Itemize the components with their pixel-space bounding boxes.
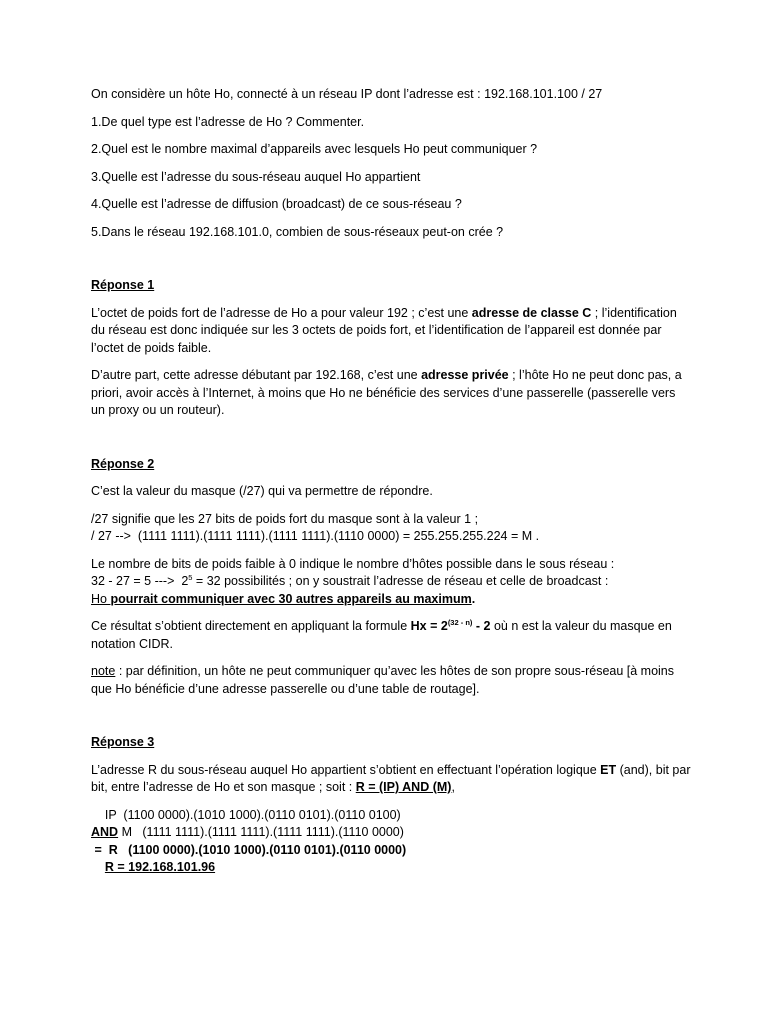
ip-binary-line: IP (1100 0000).(1010 1000).(0110 0101).(0110 0100) xyxy=(91,807,401,822)
question-1: 1.De quel type est l’adresse de Ho ? Commenter. xyxy=(91,114,365,129)
and-label: AND xyxy=(91,825,119,839)
adresse-privee-emphasis: adresse privée xyxy=(421,368,509,382)
text-run: : par définition, un hôte ne peut communiquer qu’avec les hôtes de son propre sous-réseau [à moins que Ho bénéficie d’une adresse passerelle ou d’une table de routage]. xyxy=(91,664,675,696)
text-run: Ho xyxy=(91,591,111,606)
mask-definition-line: /27 signifie que les 27 bits de poids fort du masque sont à la valeur 1 ; xyxy=(91,511,479,526)
text-run: M (1111 1111).(1111 1111).(1111 1111).(1110 0000) xyxy=(118,825,404,839)
text-run: (and), bit par bit, entre l’adresse de Ho et son masque ; soit : xyxy=(91,762,691,794)
reponse-3-paragraph-1 xyxy=(91,762,691,797)
mask-and-line xyxy=(91,824,691,842)
text-run: D’autre part, cette adresse débutant par 192.168, c’est une xyxy=(91,368,422,382)
formula-hx: Hx = 2 xyxy=(410,619,448,633)
host-bits-line: Le nombre de bits de poids faible à 0 indique le nombre d’hôtes possible dans le sous réseau : xyxy=(91,556,615,571)
question-2: 2.Quel est le nombre maximal d’appareils avec lesquels Ho peut communiquer ? xyxy=(91,142,538,156)
text-run: Ce résultat s’obtient directement en appliquant la formule xyxy=(91,619,411,633)
reponse-2-paragraph-2 xyxy=(91,511,691,546)
and-formula: R = (IP) AND (M) xyxy=(355,780,452,794)
binary-and-computation xyxy=(91,807,691,877)
classe-c-emphasis: adresse de classe C xyxy=(471,305,592,320)
text-run: ; l’identification du réseau est donc indiquée sur les 3 octets de poids fort, et l’identification de l’appareil est donnée par l’octet de poids faible. xyxy=(91,305,677,355)
reponse-1-paragraph-2 xyxy=(91,367,691,420)
result-binary-line: = R (1100 0000).(1010 1000).(0110 0101).(0110 0000) xyxy=(91,842,407,857)
conclusion-line xyxy=(91,591,691,609)
reponse-2-paragraph-4 xyxy=(91,618,691,653)
reponse-1-heading: Réponse 1 xyxy=(91,278,155,292)
reponse-2-paragraph-1: C’est la valeur du masque (/27) qui va permettre de répondre. xyxy=(91,484,433,498)
section-spacer xyxy=(91,251,691,277)
document-body xyxy=(91,86,691,887)
text-run: , xyxy=(451,780,455,794)
formula-exponent: (32 - n) xyxy=(447,618,473,627)
text-run: . xyxy=(471,591,476,606)
reponse-2-paragraph-3 xyxy=(91,556,691,609)
reponse-1-paragraph-1 xyxy=(91,305,691,358)
possibilities-line xyxy=(91,573,691,591)
text-run: 32 - 27 = 5 ---> 2 xyxy=(91,574,189,588)
question-4: 4.Quelle est l’adresse de diffusion (broadcast) de ce sous-réseau ? xyxy=(91,197,462,211)
note-label: note xyxy=(91,664,116,678)
result-address-line xyxy=(91,859,691,877)
et-emphasis: ET xyxy=(600,762,617,777)
text-run: L’adresse R du sous-réseau auquel Ho appartient s’obtient en effectuant l’opération logique xyxy=(91,762,601,777)
indent xyxy=(91,860,105,874)
result-address: R = 192.168.101.96 xyxy=(104,860,216,874)
conclusion-emphasis: pourrait communiquer avec 30 autres appareils au maximum xyxy=(110,591,472,606)
question-intro: On considère un hôte Ho, connecté à un réseau IP dont l’adresse est : 192.168.101.100 / 27 xyxy=(91,87,603,101)
reponse-3-heading: Réponse 3 xyxy=(91,735,155,749)
text-run: = 32 possibilités ; on y soustrait l’adresse de réseau et celle de broadcast : xyxy=(192,574,609,588)
reponse-2-heading: Réponse 2 xyxy=(91,456,155,471)
reponse-2-note xyxy=(91,663,691,698)
mask-binary-line: / 27 --> (1111 1111).(1111 1111).(1111 1111).(1110 0000) = 255.255.255.224 = M . xyxy=(91,529,540,543)
section-spacer xyxy=(91,708,691,734)
text-run: L’octet de poids fort de l’adresse de Ho a pour valeur 192 ; c’est une xyxy=(91,305,472,320)
text-run: où n est la valeur du masque en notation CIDR. xyxy=(91,619,672,651)
question-3: 3.Quelle est l’adresse du sous-réseau auquel Ho appartient xyxy=(91,169,421,184)
section-spacer xyxy=(91,430,691,456)
question-5: 5.Dans le réseau 192.168.101.0, combien de sous-réseaux peut-on crée ? xyxy=(91,224,504,239)
text-run: ; l’hôte Ho ne peut donc pas, a priori, avoir accès à l’Internet, à moins que Ho ne bénéficie des services d’une passerelle (passerelle vers un proxy ou un routeur). xyxy=(91,368,682,417)
exponent: 5 xyxy=(188,573,193,582)
formula-minus: - 2 xyxy=(472,619,491,633)
